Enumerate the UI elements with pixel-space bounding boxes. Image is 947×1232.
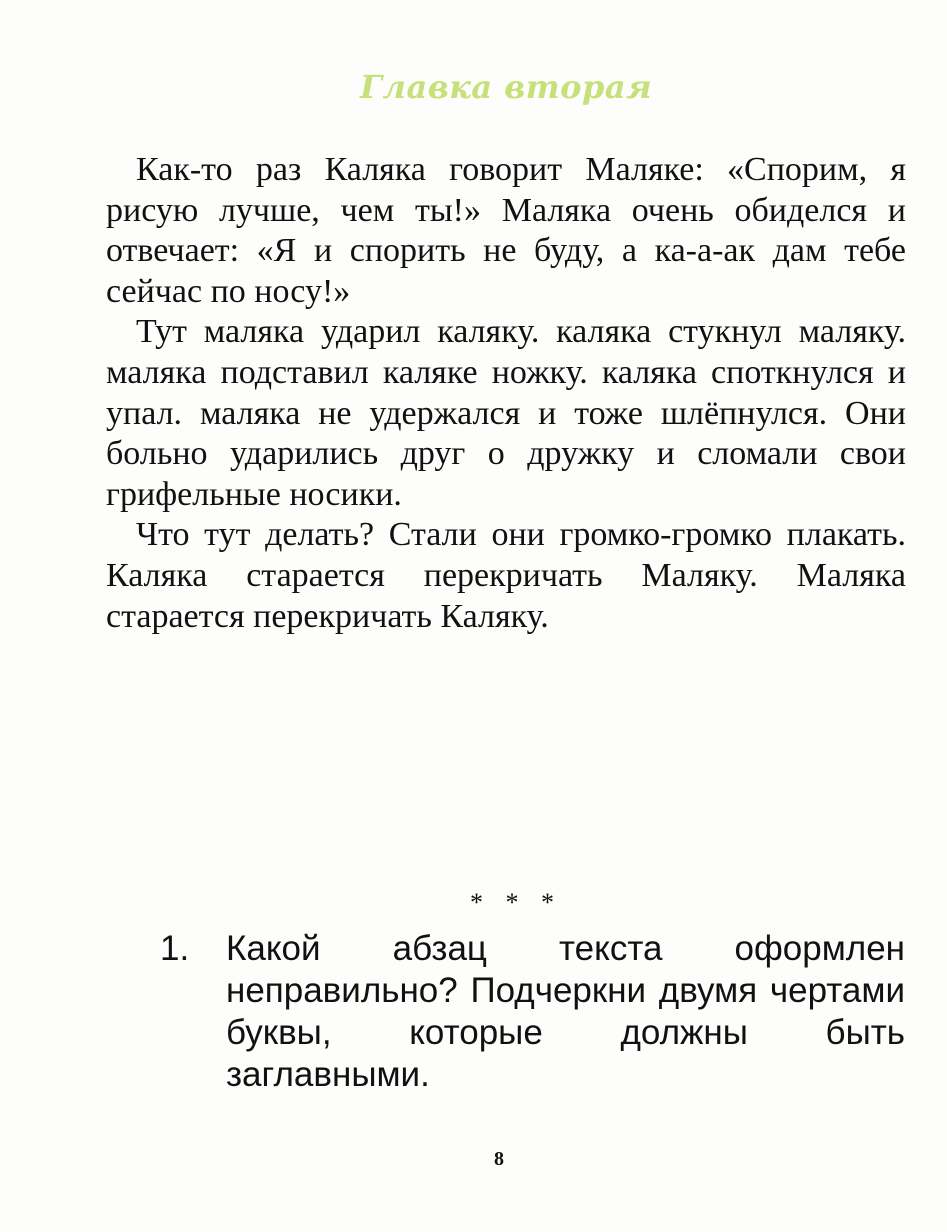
- page-number: 8: [494, 1148, 504, 1170]
- story-paragraph-1: Как-то раз Каляка говорит Маляке: «Спорим, я рисую лучше, чем ты!» Маляка очень обиделся и отвечает: «Я и спорить не буду, а ка-а-ак дам тебе сейчас по носу!»: [106, 151, 906, 310]
- story-paragraph-2: Тут маляка ударил каляку. каляка стукнул маляку. маляка подставил каляке ножку. каляка споткнулся и упал. маляка не удержался и тоже шлёпнулся. Они больно ударились друг о дружку и сломали свои грифельные носики.: [106, 313, 906, 513]
- story-paragraph-3: Что тут делать? Стали они громко-громко плакать. Каляка старается перекричать Маляку. Маляка старается перекричать Каляку.: [106, 516, 906, 635]
- chapter-title: Главка вторая: [359, 68, 653, 106]
- task-item: [160, 928, 905, 1096]
- task-number: 1.: [160, 929, 190, 968]
- section-separator: * * *: [470, 888, 562, 917]
- story-text: [106, 150, 906, 637]
- task-text: Какой абзац текста оформлен неправильно? Подчеркни двумя чертами буквы, которые должны быть заглавными.: [226, 929, 905, 1094]
